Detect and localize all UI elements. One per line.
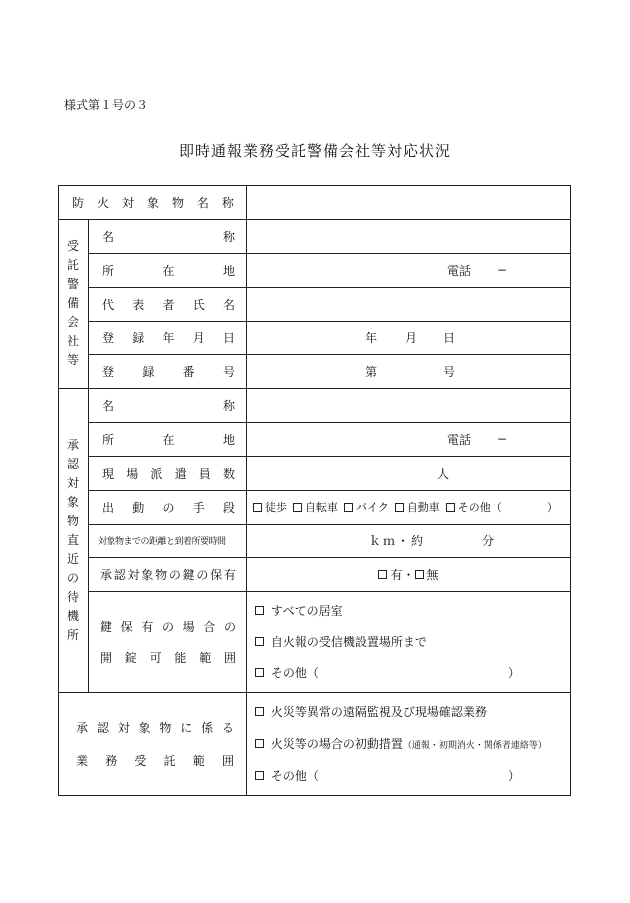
transport-option[interactable]: バイク xyxy=(344,499,389,515)
distance-label: 対象物までの距離と到着所要時間 xyxy=(98,537,226,547)
label-char: 受 xyxy=(134,753,147,768)
checkbox[interactable] xyxy=(344,503,353,512)
registration-date-value[interactable] xyxy=(247,321,570,354)
spread-label xyxy=(102,465,235,482)
label-char: 託 xyxy=(163,753,176,768)
spread-label xyxy=(100,649,236,666)
label-char: 数 xyxy=(222,466,235,481)
standby-name-label xyxy=(88,388,246,422)
label-char: 名 xyxy=(222,297,235,312)
spread-label xyxy=(102,262,235,279)
checkbox[interactable] xyxy=(253,503,262,512)
spread-label xyxy=(76,719,234,736)
label-char: 月 xyxy=(192,331,205,345)
key-separator: ・ xyxy=(402,567,415,582)
label-char: 対 xyxy=(117,720,130,735)
distance-unit: 分 xyxy=(482,534,495,548)
company-address-label xyxy=(88,253,246,287)
label-char: 範 xyxy=(199,650,212,665)
label-char: 地 xyxy=(222,263,235,278)
scope-label xyxy=(58,692,246,795)
label-char: 保 xyxy=(210,567,223,582)
month-label: 月 xyxy=(405,331,418,345)
vertical-label-char: 会 xyxy=(66,315,79,329)
vertical-label-char: 待 xyxy=(66,589,79,604)
label-char: 鍵 xyxy=(182,567,195,582)
label-char: 火 xyxy=(96,195,109,210)
unlock-option[interactable]: すべての居室 xyxy=(255,602,343,619)
transport-options xyxy=(247,490,570,524)
table-border-bottom xyxy=(58,795,571,796)
label-char: 名 xyxy=(196,195,209,210)
vertical-label-char: 承 xyxy=(66,437,79,452)
key-no-option[interactable]: 無 xyxy=(415,566,439,583)
label-char: 現 xyxy=(102,466,115,481)
label-char: 有 xyxy=(223,567,236,582)
checkbox[interactable] xyxy=(415,570,424,579)
vertical-label-char: 近 xyxy=(66,551,79,566)
label-char: 場 xyxy=(182,619,195,634)
scope-option[interactable]: その他（ ） xyxy=(255,767,560,784)
label-char: 出 xyxy=(102,500,115,515)
checkbox[interactable] xyxy=(255,707,264,716)
spread-label xyxy=(102,397,235,414)
vertical-label-char: 社 xyxy=(66,334,79,348)
label-char: 称 xyxy=(222,398,235,413)
number-suffix: 号 xyxy=(443,364,456,379)
scope-option[interactable]: 火災等の場合の初動措置（通報・初期消火・関係者連絡等） xyxy=(255,735,547,752)
label-char: 鍵 xyxy=(100,619,113,634)
spread-label xyxy=(76,752,234,769)
company-name-value[interactable] xyxy=(247,219,570,253)
transport-option[interactable]: その他（ xyxy=(446,499,502,515)
spread-label xyxy=(102,431,235,448)
company-section-label xyxy=(58,219,88,388)
spread-label xyxy=(100,566,236,583)
checkbox[interactable] xyxy=(293,503,302,512)
registration-date-label xyxy=(88,321,246,354)
label-char: 表 xyxy=(132,297,145,312)
label-char: 録 xyxy=(142,364,155,379)
label-char: 物 xyxy=(155,567,168,582)
checkbox[interactable] xyxy=(255,771,264,780)
staff-count-value[interactable] xyxy=(247,456,570,490)
vertical-label-char: 警 xyxy=(66,277,79,291)
unlock-option[interactable]: 自火報の受信機設置場所まで xyxy=(255,633,427,650)
spread-label xyxy=(72,194,234,211)
day-label: 日 xyxy=(443,331,456,345)
label-char: の xyxy=(196,567,209,582)
vertical-label-char: 備 xyxy=(66,296,79,310)
registration-number-label xyxy=(88,354,246,388)
label-char: 称 xyxy=(221,195,234,210)
representative-value[interactable] xyxy=(247,287,570,321)
checkbox[interactable] xyxy=(395,503,404,512)
transport-option[interactable]: 自転車 xyxy=(293,499,338,515)
label-char: の xyxy=(223,619,236,634)
label-char: る xyxy=(221,720,234,735)
label-char: 有 xyxy=(141,619,154,634)
form-number: 様式第１号の３ xyxy=(64,98,149,112)
label-char: 手 xyxy=(192,500,205,515)
label-char: 地 xyxy=(222,432,235,447)
label-char: 象 xyxy=(138,720,151,735)
year-label: 年 xyxy=(365,331,378,345)
label-char: 員 xyxy=(198,466,211,481)
label-char: 承 xyxy=(100,567,113,582)
label-char: 名 xyxy=(102,229,115,244)
label-char: 能 xyxy=(174,650,187,665)
label-char: の xyxy=(161,619,174,634)
label-char: 象 xyxy=(146,195,159,210)
label-char: 日 xyxy=(222,331,235,345)
distance-text: ｋｍ・約 xyxy=(369,534,426,548)
label-char: 防 xyxy=(72,195,85,210)
representative-label xyxy=(88,287,246,321)
standby-address-value[interactable] xyxy=(247,422,570,456)
vertical-label-char: の xyxy=(66,570,79,585)
scope-option[interactable]: 火災等異常の遠隔監視及び現場確認業務 xyxy=(255,703,487,720)
label-char: 所 xyxy=(102,432,115,447)
label-char: の xyxy=(162,500,175,515)
vertical-label-char: 直 xyxy=(66,532,79,547)
vertical-label-char: 象 xyxy=(66,494,79,509)
label-char: 象 xyxy=(141,567,154,582)
label-char: 開 xyxy=(100,650,113,665)
label-char: 所 xyxy=(102,263,115,278)
staff-unit: 人 xyxy=(437,466,450,481)
transport-close: ） xyxy=(547,501,558,514)
label-char: 在 xyxy=(162,432,175,447)
label-char: 年 xyxy=(162,331,175,345)
key-possession-value xyxy=(247,557,570,591)
label-char: 氏 xyxy=(192,297,205,312)
spread-label xyxy=(102,329,235,346)
label-char: 対 xyxy=(127,567,140,582)
distance-value[interactable] xyxy=(247,524,570,557)
label-char: 係 xyxy=(201,720,214,735)
label-char: 段 xyxy=(222,500,235,515)
checkbox[interactable] xyxy=(446,503,455,512)
spread-label xyxy=(102,296,235,313)
label-char: 保 xyxy=(120,619,133,634)
label-char: 在 xyxy=(162,263,175,278)
label-char: 者 xyxy=(162,297,175,312)
vertical-label-char: 物 xyxy=(66,513,79,528)
checkbox[interactable] xyxy=(255,637,264,646)
number-prefix: 第 xyxy=(365,364,378,379)
vertical-label-char: 対 xyxy=(66,475,79,490)
standby-address-label xyxy=(88,422,246,456)
label-char: 場 xyxy=(126,466,139,481)
unlock-option[interactable]: その他（ ） xyxy=(255,664,560,681)
label-char: 番 xyxy=(182,364,195,379)
label-char: 遣 xyxy=(174,466,187,481)
label-char: 認 xyxy=(96,720,109,735)
label-char: 可 xyxy=(149,650,162,665)
label-char: の xyxy=(168,567,181,582)
label-char: 動 xyxy=(132,500,145,515)
standby-name-value[interactable] xyxy=(247,388,570,422)
scope-options xyxy=(247,692,570,795)
checkbox[interactable] xyxy=(255,606,264,615)
label-char: 合 xyxy=(203,619,216,634)
vertical-label-char: 機 xyxy=(66,608,79,623)
checkbox[interactable] xyxy=(255,668,264,677)
label-char: 囲 xyxy=(221,753,234,768)
label-char: 派 xyxy=(150,466,163,481)
label-char: 録 xyxy=(132,331,145,345)
standby-phone-dash: − xyxy=(497,432,508,446)
transport-option[interactable]: 自動車 xyxy=(395,499,440,515)
vertical-label-char: 等 xyxy=(66,353,79,367)
label-char: に xyxy=(180,720,193,735)
label-char: 対 xyxy=(121,195,134,210)
label-char: 登 xyxy=(102,331,115,345)
label-char: 称 xyxy=(222,229,235,244)
label-char: 号 xyxy=(222,364,235,379)
company-phone-dash: − xyxy=(497,263,508,277)
standby-phone-label: 電話 xyxy=(447,432,472,447)
label-char: 承 xyxy=(76,720,89,735)
fire-object-name-label xyxy=(58,185,246,219)
label-char: 物 xyxy=(171,195,184,210)
label-char: 務 xyxy=(105,753,118,768)
label-char: 錠 xyxy=(124,650,137,665)
checkbox[interactable] xyxy=(255,739,264,748)
label-char: 登 xyxy=(102,364,115,379)
vertical-label-char: 受 xyxy=(66,239,79,253)
page-title: 即時通報業務受託警備会社等対応状況 xyxy=(178,142,451,160)
key-yes-option[interactable]: 有 xyxy=(378,566,402,583)
unlock-range-label xyxy=(88,591,246,692)
company-phone-label: 電話 xyxy=(447,263,472,278)
vertical-label-char: 託 xyxy=(66,258,79,272)
label-char: 範 xyxy=(192,753,205,768)
company-name-label xyxy=(88,219,246,253)
label-char: 業 xyxy=(76,753,89,768)
vertical-label-char: 認 xyxy=(66,456,79,471)
fire-object-name-value[interactable] xyxy=(247,185,570,219)
spread-label xyxy=(102,363,235,380)
transport-label xyxy=(88,490,246,524)
spread-label xyxy=(102,228,235,245)
transport-option[interactable]: 徒歩 xyxy=(253,499,287,515)
label-char: 囲 xyxy=(223,650,236,665)
spread-label xyxy=(102,499,235,516)
registration-number-value[interactable] xyxy=(247,354,570,388)
company-address-value[interactable] xyxy=(247,253,570,287)
checkbox[interactable] xyxy=(378,570,387,579)
unlock-range-options xyxy=(247,591,570,692)
standby-section-label xyxy=(58,388,88,692)
label-char: 認 xyxy=(113,567,126,582)
label-char: 物 xyxy=(159,720,172,735)
staff-count-label xyxy=(88,456,246,490)
label-char: 名 xyxy=(102,398,115,413)
label-char: 代 xyxy=(102,297,115,312)
vertical-label-char: 所 xyxy=(66,627,79,642)
key-possession-label xyxy=(88,557,246,591)
spread-label xyxy=(100,618,236,635)
